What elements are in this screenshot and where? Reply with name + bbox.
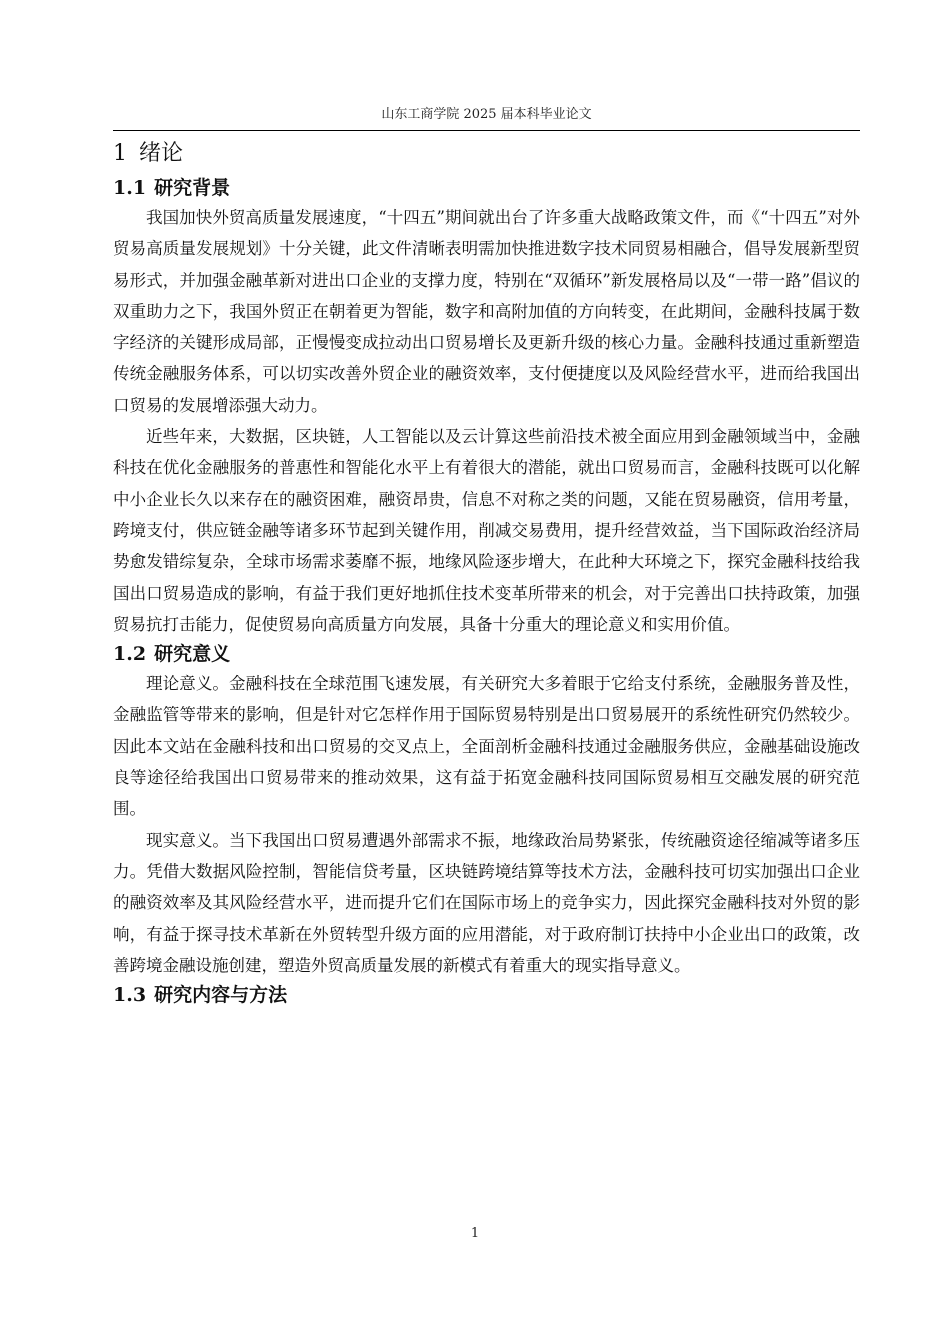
section-number: 1.1 (113, 177, 147, 199)
chapter-title: 绪论 (139, 141, 184, 166)
section-number: 1.2 (113, 643, 147, 666)
paragraph-background-1: 我国加快外贸高质量发展速度，“十四五”期间就出台了许多重大战略政策文件，而《“十四五”对外贸易高质量发展规划》十分关键，此文件清晰表明需加快推进数字技术同贸易相融合，倡导发展新型贸易形式，并加强金融革新对进出口企业的支撑力度，特别在“双循环”新发展格局以及“一带一路”倡议的双重助力之下，我国外贸正在朝着更为智能，数字和高附加值的方向转变，在此期间，金融科技属于数字经济的关键形成局部，正慢慢变成拉动出口贸易增长及更新升级的核心力量。金融科技通过重新塑造传统金融服务体系，可以切实改善外贸企业的融资效率，支付便捷度以及风险经营水平，进而给我国出口贸易的发展增添强大动力。 (113, 208, 860, 415)
section-number: 1.3 (113, 984, 147, 1007)
section-title: 研究内容与方法 (154, 984, 288, 1007)
section-title: 研究意义 (154, 643, 231, 666)
chapter-number: 1 (113, 141, 127, 166)
chapter-heading (113, 138, 860, 174)
running-header (113, 104, 860, 131)
page-body (113, 138, 860, 1009)
section-heading-1-1 (113, 174, 860, 202)
section-heading-1-3 (113, 981, 860, 1009)
paragraph-significance-theory: 理论意义。金融科技在全球范围飞速发展，有关研究大多着眼于它给支付系统，金融服务普及性，金融监管等带来的影响，但是针对它怎样作用于国际贸易特别是出口贸易展开的系统性研究仍然较少。因此本文站在金融科技和出口贸易的交叉点上，全面剖析金融科技通过金融服务供应，金融基础设施改良等途径给我国出口贸易带来的推动效果，这有益于拓宽金融科技同国际贸易相互交融发展的研究范围。 (113, 674, 860, 819)
page-number: 1 (470, 1226, 480, 1241)
section-title: 研究背景 (154, 177, 231, 199)
section-heading-1-2 (113, 640, 860, 668)
running-header-title: 山东工商学院 2025 届本科毕业论文 (381, 107, 592, 122)
paragraph-background-2: 近些年来，大数据，区块链，人工智能以及云计算这些前沿技术被全面应用到金融领域当中，金融科技在优化金融服务的普惠性和智能化水平上有着很大的潜能，就出口贸易而言，金融科技既可以化解中小企业长久以来存在的融资困难，融资昂贵，信息不对称之类的问题，又能在贸易融资，信用考量，跨境支付，供应链金融等诸多环节起到关键作用，削减交易费用，提升经营效益，当下国际政治经济局势愈发错综复杂，全球市场需求萎靡不振，地缘风险逐步增大，在此种大环境之下，探究金融科技给我国出口贸易造成的影响，有益于我们更好地抓住技术变革所带来的机会，对于完善出口扶持政策，加强贸易抗打击能力，促使贸易向高质量方向发展，具备十分重大的理论意义和实用价值。 (113, 427, 860, 634)
paragraph-significance-practice: 现实意义。当下我国出口贸易遭遇外部需求不振，地缘政治局势紧张，传统融资途径缩减等诸多压力。凭借大数据风险控制，智能信贷考量，区块链跨境结算等技术方法，金融科技可切实加强出口企业的融资效率及其风险经营水平，进而提升它们在国际市场上的竞争实力，因此探究金融科技对外贸的影响，有益于探寻技术革新在外贸转型升级方面的应用潜能，对于政府制订扶持中小企业出口的政策，改善跨境金融设施创建，塑造外贸高质量发展的新模式有着重大的现实指导意义。 (113, 830, 860, 975)
